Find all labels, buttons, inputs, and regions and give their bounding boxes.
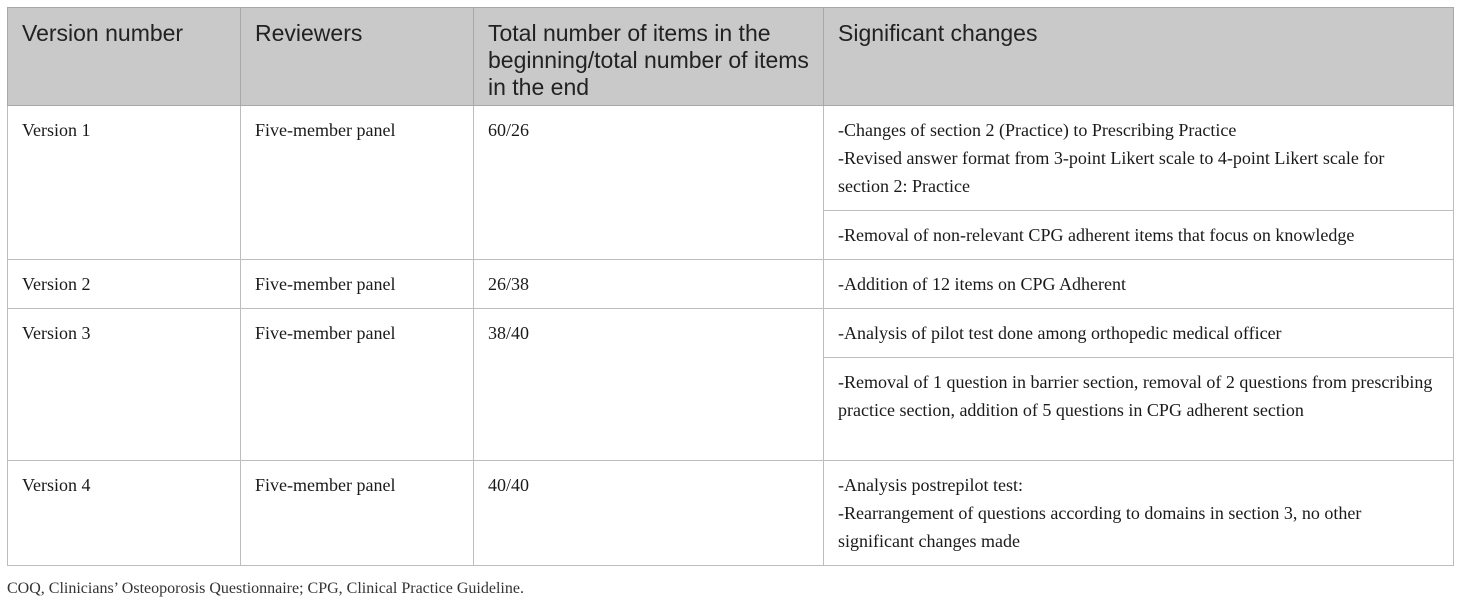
cell-items: 60/26 <box>474 106 824 260</box>
cell-changes <box>824 358 1454 461</box>
header-significant-changes: Significant changes <box>824 8 1454 106</box>
cell-changes <box>824 309 1454 358</box>
change-line: -Rearrangement of questions according to domains in section 3, no other significant changes made <box>838 503 1362 551</box>
cell-reviewers: Five-member panel <box>241 106 474 260</box>
header-reviewers: Reviewers <box>241 8 474 106</box>
cell-version: Version 4 <box>8 461 241 566</box>
cell-version: Version 1 <box>8 106 241 260</box>
cell-changes <box>824 106 1454 211</box>
change-line: -Analysis postrepilot test: <box>838 475 1023 495</box>
table-row <box>8 461 1454 566</box>
change-line: -Analysis of pilot test done among orthopedic medical officer <box>838 323 1282 343</box>
cell-reviewers: Five-member panel <box>241 309 474 461</box>
version-changes-table <box>7 7 1454 566</box>
cell-reviewers: Five-member panel <box>241 461 474 566</box>
cell-items: 40/40 <box>474 461 824 566</box>
table-row <box>8 309 1454 358</box>
table-header-row <box>8 8 1454 106</box>
cell-version: Version 3 <box>8 309 241 461</box>
header-version-number: Version number <box>8 8 241 106</box>
change-line: -Revised answer format from 3-point Likert scale to 4-point Likert scale for section 2: Practice <box>838 148 1385 196</box>
change-line: -Addition of 12 items on CPG Adherent <box>838 274 1126 294</box>
cell-changes <box>824 260 1454 309</box>
change-line: -Changes of section 2 (Practice) to Prescribing Practice <box>838 120 1237 140</box>
cell-changes <box>824 461 1454 566</box>
cell-items: 38/40 <box>474 309 824 461</box>
changes-table-container <box>7 7 1453 566</box>
change-line: -Removal of non-relevant CPG adherent items that focus on knowledge <box>838 225 1355 245</box>
cell-version: Version 2 <box>8 260 241 309</box>
table-footnote: COQ, Clinicians’ Osteoporosis Questionnaire; CPG, Clinical Practice Guideline. <box>7 580 524 597</box>
cell-items: 26/38 <box>474 260 824 309</box>
cell-reviewers: Five-member panel <box>241 260 474 309</box>
table-row <box>8 106 1454 211</box>
cell-changes <box>824 211 1454 260</box>
change-line: -Removal of 1 question in barrier section, removal of 2 questions from prescribing practice section, addition of 5 questions in CPG adherent section <box>838 372 1433 420</box>
header-total-items: Total number of items in the beginning/total number of items in the end <box>474 8 824 106</box>
table-row <box>8 260 1454 309</box>
